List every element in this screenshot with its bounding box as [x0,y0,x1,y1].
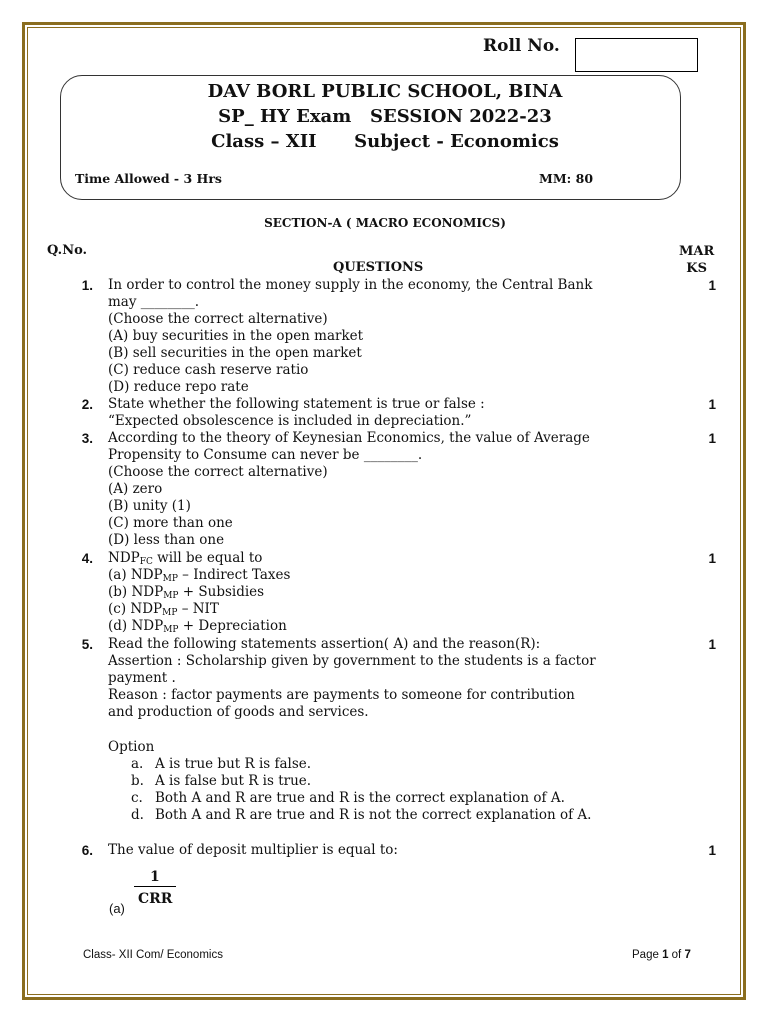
question-5-option-b-label: b. [131,773,144,789]
question-5-option-a-label: a. [131,756,144,772]
question-5-number: 5. [81,637,93,652]
max-marks: MM: 80 [539,171,594,186]
question-5-reason: and production of goods and services. [108,704,369,720]
question-5-text: Read the following statements assertion( A) and the reason(R): [108,636,541,652]
class-subject: Class – XII Subject - Economics [211,131,559,152]
question-1-option-d: (D) reduce repo rate [108,379,249,395]
question-4-option-a: (a) $NDP_{MP}$ – Indirect Taxes [108,567,291,584]
roll-number-box [575,38,698,72]
fraction-bar [134,886,176,887]
school-name: DAV BORL PUBLIC SCHOOL, BINA [207,81,563,102]
question-3-option-d: (D) less than one [108,532,225,548]
question-1-option-c: (C) reduce cash reserve ratio [108,362,309,378]
footer-class-subject: Class- XII Com/ Economics [83,949,223,961]
question-5-option-c: Both A and R are true and R is the correct explanation of A. [155,790,565,806]
question-4-option-d: (d) $NDP_{MP}$ + Depreciation [108,618,287,635]
question-5-reason: Reason : factor payments are payments to someone for contribution [108,687,575,703]
question-1-option-a: (A) buy securities in the open market [108,328,364,344]
question-3-text: According to the theory of Keynesian Economics, the value of Average [108,430,590,446]
question-2-marks: 1 [708,397,716,412]
fraction-denominator: CRR [138,891,173,907]
question-2-text: State whether the following statement is true or false : [108,396,485,412]
question-5-option-a: A is true but R is false. [155,756,312,772]
marks-header-line1: MAR [679,244,715,259]
time-allowed: Time Allowed - 3 Hrs [75,171,222,186]
marks-header-line2: KS [686,261,707,276]
question-5-option-c-label: c. [131,790,143,806]
question-3-number: 3. [81,431,93,446]
question-3-text: Propensity to Consume can never be ________. [108,447,423,463]
question-4-text: $NDP_{FC}$ will be equal to [108,550,263,567]
question-5-option-b: A is false but R is true. [155,773,312,789]
question-1-instruction: (Choose the correct alternative) [108,311,328,327]
question-3-option-b: (B) unity (1) [108,498,191,514]
question-5-assertion: payment . [108,670,176,686]
footer-page-number: Page 1 of 7 [632,949,691,961]
question-6-marks: 1 [708,843,716,858]
question-1-text: may ________. [108,294,200,310]
question-2-statement: “Expected obsolescence is included in depreciation.” [108,413,472,429]
question-5-option-label: Option [108,739,155,755]
question-1-marks: 1 [708,278,716,293]
question-3-option-c: (C) more than one [108,515,233,531]
fraction-numerator: 1 [150,869,160,885]
question-3-option-a: (A) zero [108,481,163,497]
exam-session: SP_ HY Exam SESSION 2022-23 [218,106,552,127]
question-1-text: In order to control the money supply in the economy, the Central Bank [108,277,593,293]
question-6-text: The value of deposit multiplier is equal to: [108,842,398,858]
question-3-marks: 1 [708,431,716,446]
question-2-number: 2. [81,397,93,412]
question-1-number: 1. [81,278,93,293]
question-4-option-b: (b) $NDP_{MP}$ + Subsidies [108,584,265,601]
question-5-option-d-label: d. [131,807,144,823]
question-1-option-b: (B) sell securities in the open market [108,345,362,361]
question-5-marks: 1 [708,637,716,652]
question-6-number: 6. [81,843,93,858]
questions-header: QUESTIONS [333,260,424,275]
section-title: SECTION-A ( MACRO ECONOMICS) [264,216,506,230]
marks-header [679,243,714,277]
question-4-marks: 1 [708,551,716,566]
question-5-option-d: Both A and R are true and R is not the correct explanation of A. [155,807,592,823]
question-3-instruction: (Choose the correct alternative) [108,464,328,480]
question-6-option-a-label: (a) [109,901,125,916]
question-5-assertion: Assertion : Scholarship given by government to the students is a factor [108,653,596,669]
question-4-option-c: (c) $NDP_{MP}$ – NIT [108,601,219,618]
roll-number-label: Roll No. [483,36,560,56]
qno-header: Q.No. [47,243,88,258]
question-4-number: 4. [81,551,93,566]
